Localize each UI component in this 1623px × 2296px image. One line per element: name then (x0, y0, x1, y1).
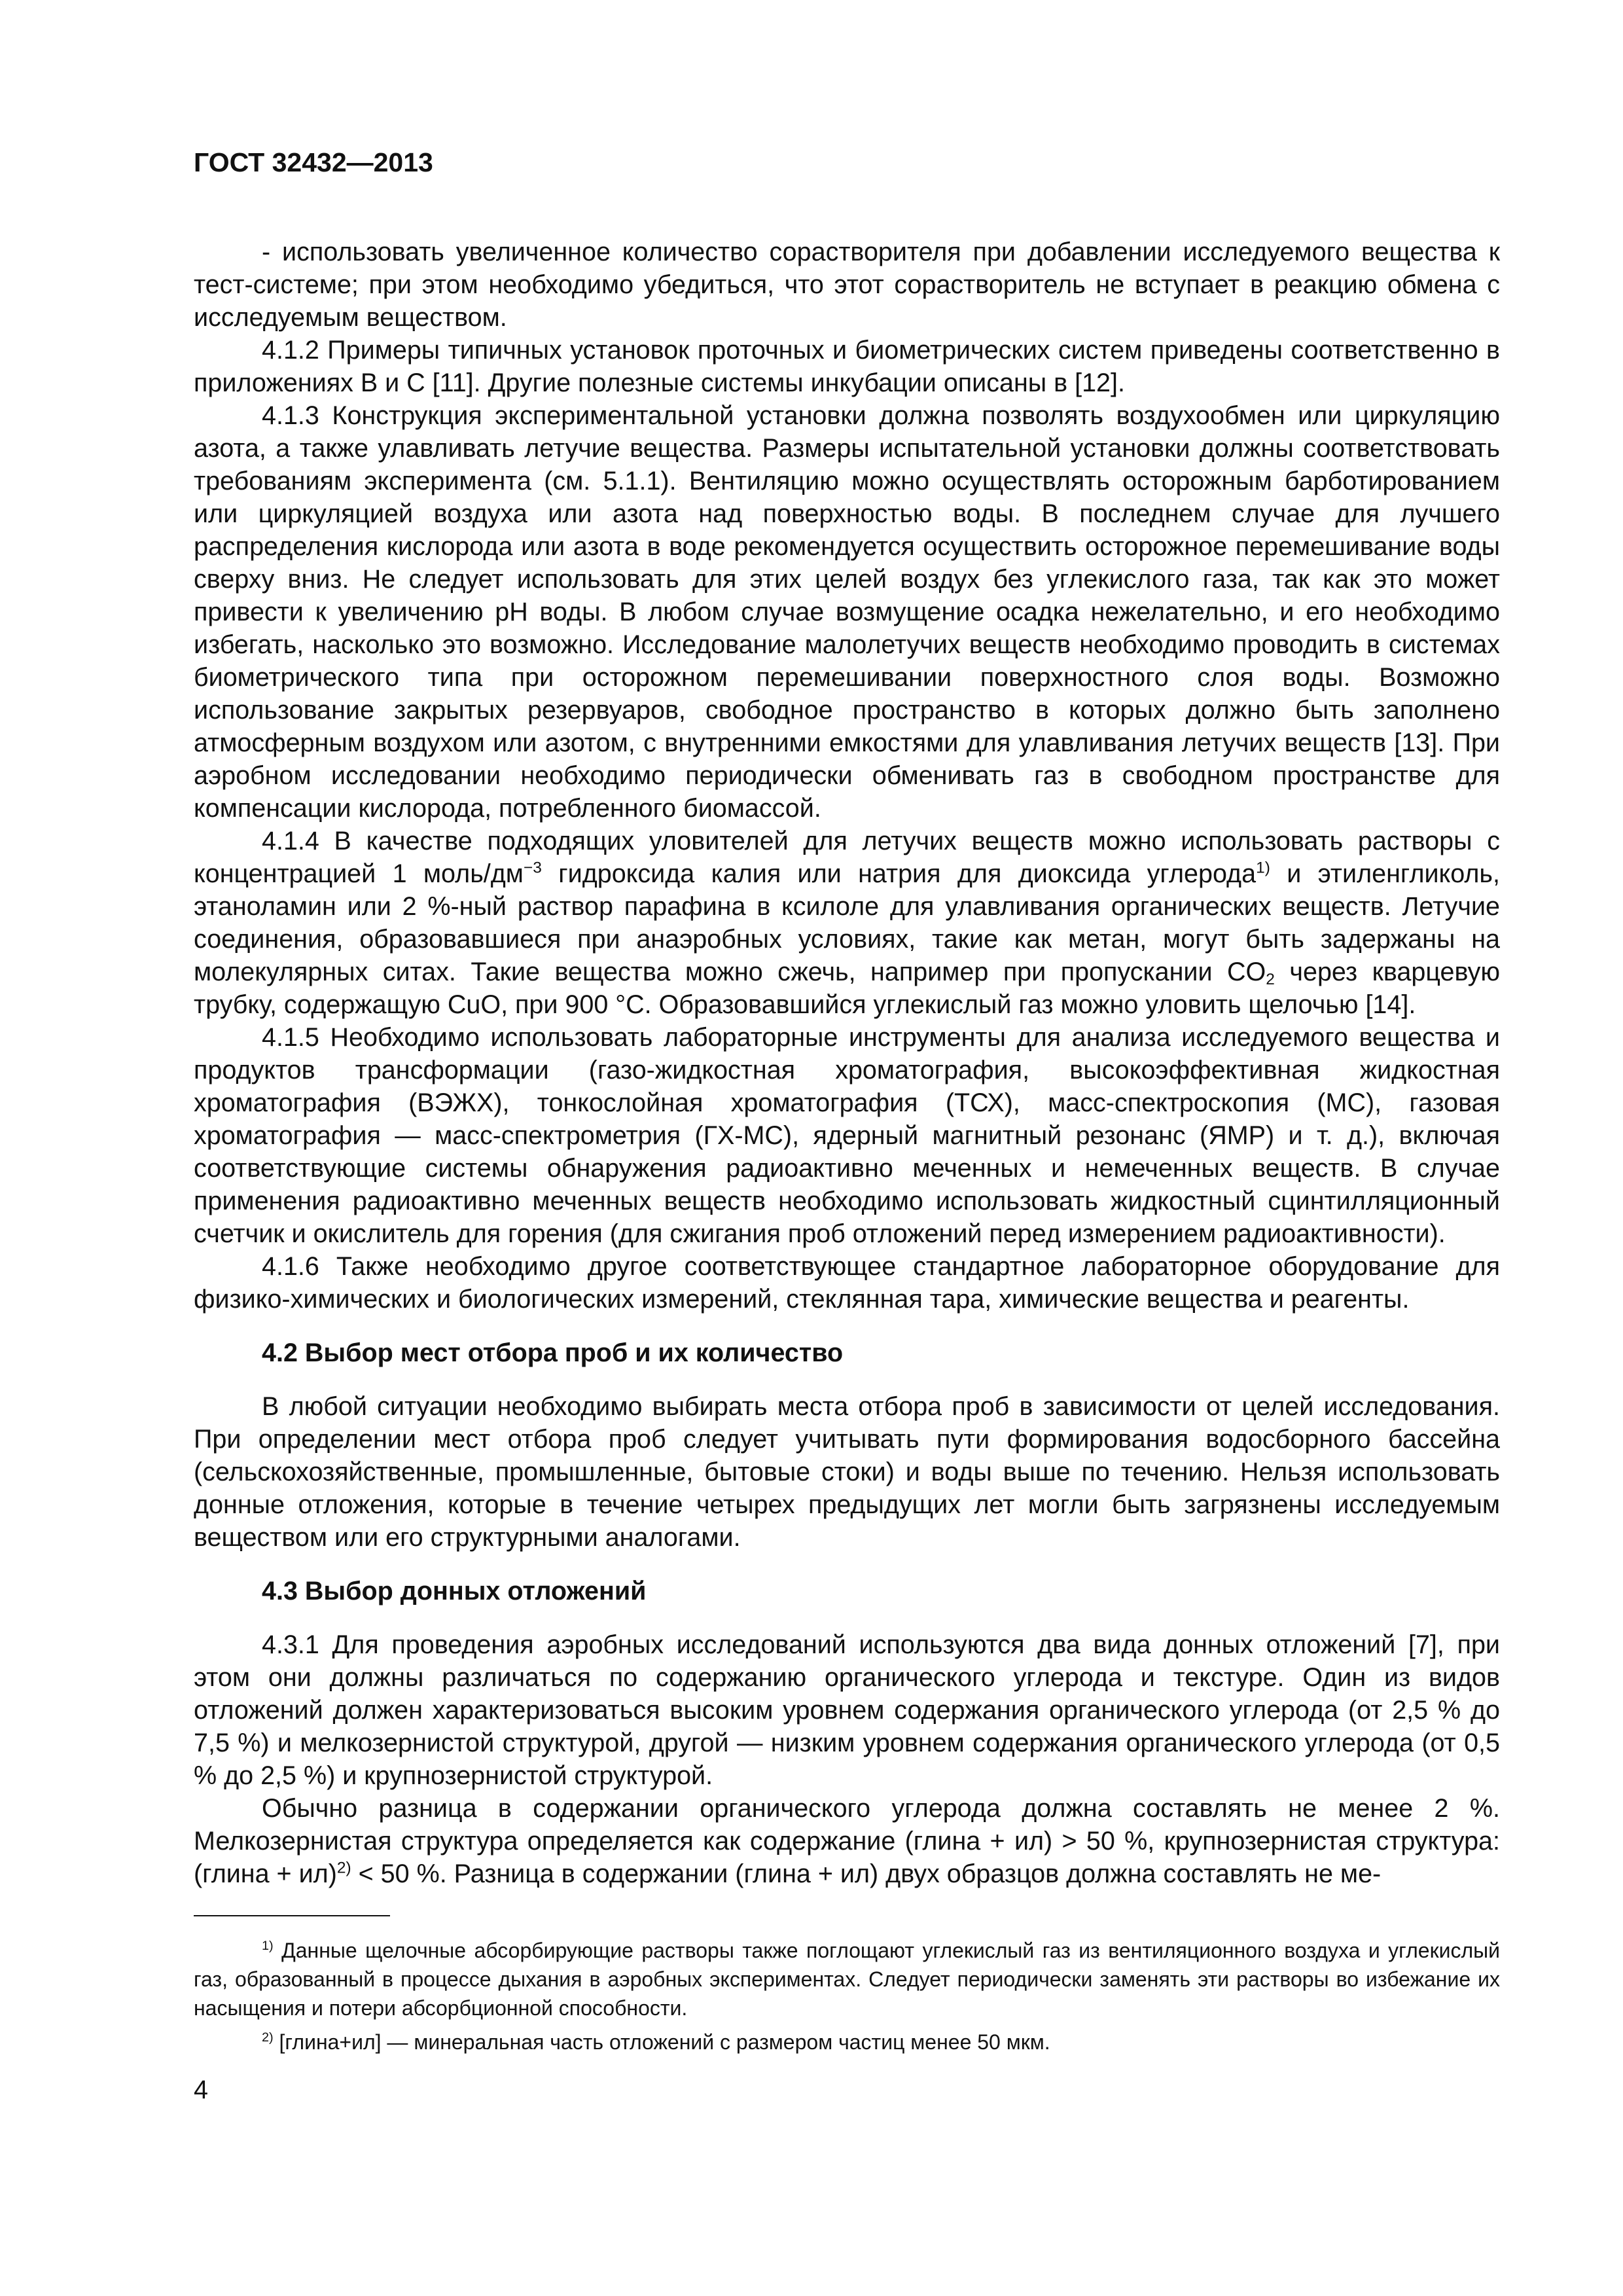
paragraph-4-1-4 (194, 825, 1500, 1021)
superscript-exponent: −3 (523, 859, 542, 877)
document-id-header: ГОСТ 32432—2013 (194, 147, 433, 177)
text-run: гидроксида калия или натрия для диоксида углерода (541, 859, 1257, 888)
text-run: 4.1.4 В качестве подходящих уловителей для летучих веществ можно использовать растворы с концентрацией 1 моль/дм (194, 827, 1500, 888)
section-heading-4-2: 4.2 Выбор мест отбора проб и их количество (262, 1338, 844, 1367)
text-run: через кварцевую трубку, содержащую CuO, при 900 °C. Образовавшийся углекислый газ можно уловить щелочью [14]. (194, 958, 1500, 1019)
paragraph-4-1-3: 4.1.3 Конструкция экспериментальной установки должна позволять воздухообмен или циркуляцию азота, а также улавливать летучие вещества. Размеры испытательной установки должны соответствовать требованиям эксперимента (см. 5.1.1). Вентиляцию можно осуществлять осторожным барботированием или циркуляцией воздуха или азота над поверхностью воды. В последнем случае для лучшего распределения кислорода или азота в воде рекомендуется осуществить осторожное перемешивание воды сверху вниз. Не следует использовать для этих целей воздух без углекислого газа, так как это может привести к увеличению pH воды. В любом случае возмущение осадка нежелательно, и его необходимо избегать, насколько это возможно. Исследование малолетучих веществ необходимо проводить в системах биометрического типа при осторожном перемешивании поверхностного слоя воды. Возможно использование закрытых резервуаров, свободное пространство в которых должно быть заполнено атмосферным воздухом или азотом, с внутренними емкостями для улавливания летучих веществ [13]. При аэробном исследовании необходимо периодически обменивать газ в свободном пространстве для компенсации кислорода, потребленного биомассой. (194, 401, 1500, 823)
footnote-mark-1: 1) (262, 1939, 274, 1954)
footnote-2 (194, 2028, 1500, 2056)
text-run: и этиленгликоль, этаноламин или 2 %-ный раствор парафина в ксилоле для улавливания органических веществ. Летучие соединения, образовавшиеся при анаэробных условиях, такие как метан, могут быть задержаны на молекулярных ситах. Такие вещества можно сжечь, например при пропускании CO (194, 859, 1500, 986)
paragraph-cosolvent: - использовать увеличенное количество сорастворителя при добавлении исследуемого вещества к тест-системе; при этом необходимо убедиться, что этот сорастворитель не вступает в реакцию обмена с исследуемым веществом. (194, 238, 1500, 332)
section-heading-4-3: 4.3 Выбор донных отложений (262, 1577, 647, 1605)
footnote-1 (194, 1936, 1500, 2022)
body-text (194, 236, 1500, 1890)
paragraph-4-1-2: 4.1.2 Примеры типичных установок проточных и биометрических систем приведены соответственно в приложениях В и С [11]. Другие полезные системы инкубации описаны в [12]. (194, 336, 1500, 397)
subscript-2: 2 (1266, 971, 1275, 989)
footnote-text: Данные щелочные абсорбирующие растворы также поглощают углекислый газ из вентиляционного воздуха и углекислый газ, образованный в процессе дыхания в аэробных экспериментах. Следует периодически заменять эти растворы во избежание их насыщения и потери абсорбционной способности. (194, 1939, 1500, 2020)
footnote-mark-2: 2) (262, 2030, 274, 2045)
footnote-ref-1: 1) (1256, 859, 1270, 877)
footnotes (194, 1936, 1500, 2056)
page-number: 4 (194, 2075, 208, 2104)
paragraph-4-2: В любой ситуации необходимо выбирать места отбора проб в зависимости от целей исследования. При определении мест отбора проб следует учитывать пути формирования водосборного бассейна (сельскохозяйственные, промышленные, бытовые стоки) и воды выше по течению. Нельзя использовать донные отложения, которые в течение четырех предыдущих лет могли быть загрязнены исследуемым веществом или его структурными аналогами. (194, 1392, 1500, 1552)
paragraph-4-1-5: 4.1.5 Необходимо использовать лабораторные инструменты для анализа исследуемого вещества и продуктов трансформации (газо-жидкостная хроматография, высокоэффективная жидкостная хроматография (ВЭЖХ), тонкослойная хроматография (ТСХ), масс-спектроскопия (МС), газовая хроматография — масс-спектрометрия (ГХ-МС), ядерный магнитный резонанс (ЯМР) и т. д.), включая соответствующие системы обнаружения радиоактивно меченных и немеченных веществ. В случае применения радиоактивно меченных веществ необходимо использовать жидкостный сцинтилляционный счетчик и окислитель для горения (для сжигания проб отложений перед измерением радиоактивности). (194, 1023, 1500, 1248)
paragraph-texture (194, 1792, 1500, 1890)
footnote-ref-2: 2) (336, 1859, 351, 1877)
footnote-divider (194, 1915, 390, 1916)
footnote-text: [глина+ил] — минеральная часть отложений с размером частиц менее 50 мкм. (273, 2030, 1050, 2054)
paragraph-4-1-6: 4.1.6 Также необходимо другое соответствующее стандартное лабораторное оборудование для физико-химических и биологических измерений, стеклянная тара, химические вещества и реагенты. (194, 1252, 1500, 1314)
text-run: < 50 %. Разница в содержании (глина + ил) двух образцов должна составлять не ме- (351, 1859, 1382, 1888)
text-run: Обычно разница в содержании органического углерода должна составлять не менее 2 %. Мелкозернистая структура определяется как содержание (глина + ил) > 50 %, крупнозернистая структура: (глина + ил) (194, 1794, 1500, 1888)
paragraph-4-3-1: 4.3.1 Для проведения аэробных исследований используются два вида донных отложений [7], при этом они должны различаться по содержанию органического углерода и текстуре. Один из видов отложений должен характеризоваться высоким уровнем содержания органического углерода (от 2,5 % до 7,5 %) и мелкозернистой структурой, другой — низким уровнем содержания органического углерода (от 0,5 % до 2,5 %) и крупнозернистой структурой. (194, 1630, 1500, 1790)
